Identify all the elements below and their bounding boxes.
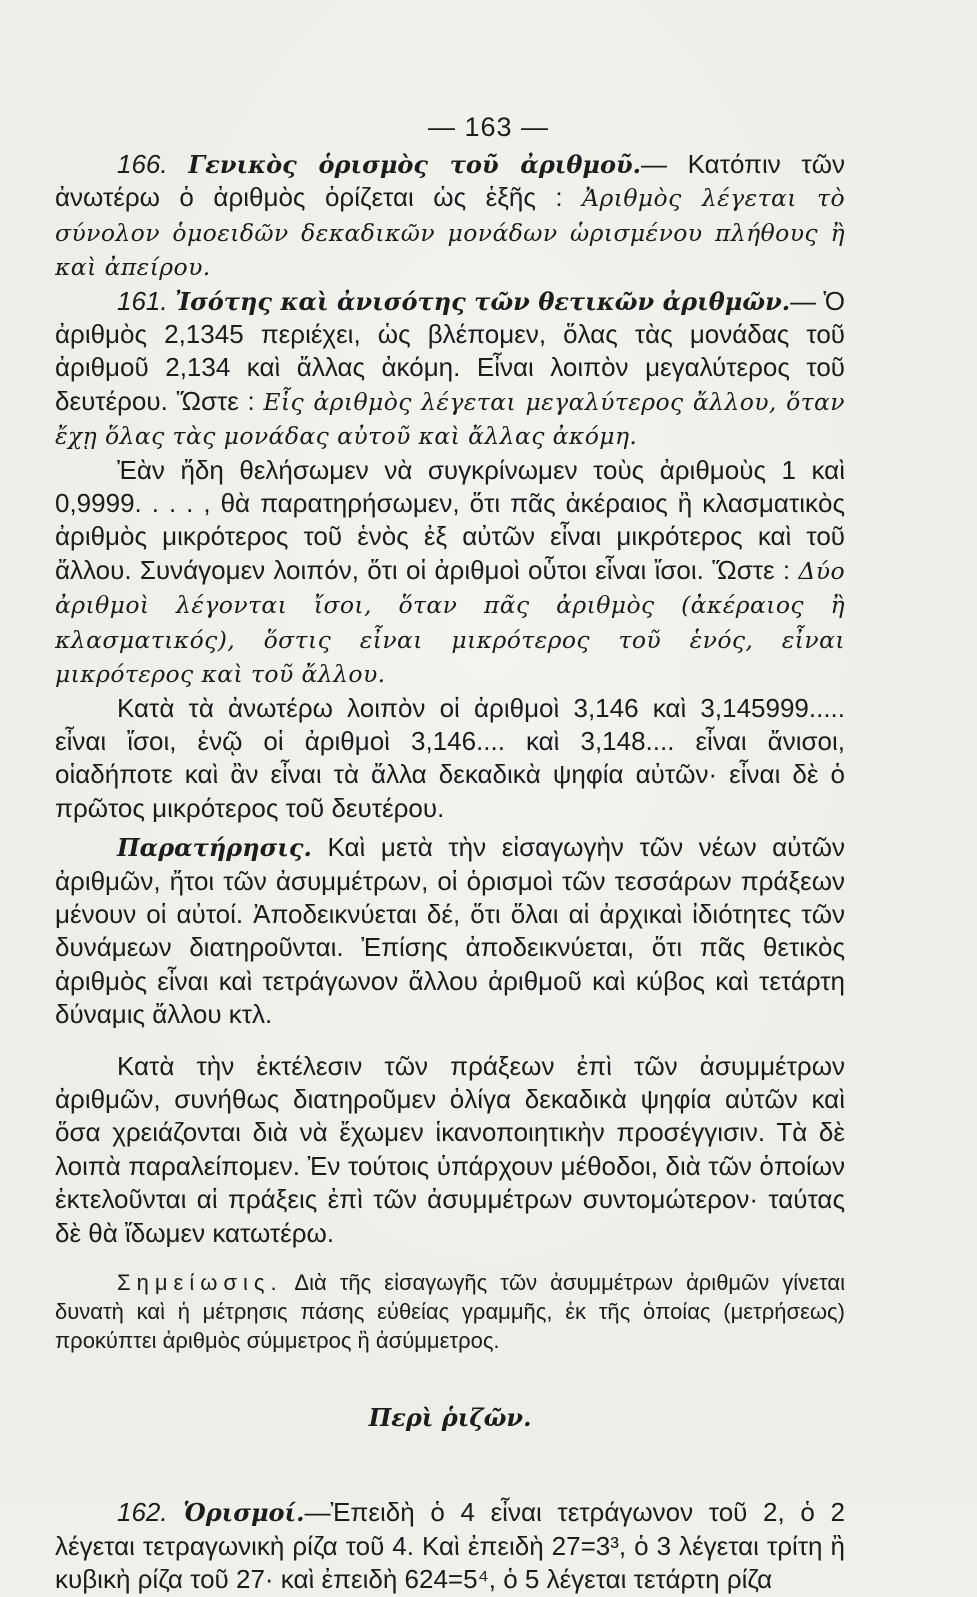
section-title: Ὁρισμοί. [183,1498,305,1528]
paragraph-162 [55,1496,845,1596]
paragraph-example: Κατὰ τὰ ἀνωτέρω λοιπὸν οἱ ἀριθμοὶ 3,146 καὶ 3,145999..... εἶναι ἴσοι, ἐνῷ οἱ ἀριθμοὶ 3,146.... καὶ 3,148.... εἶναι ἄνισοι, οἱαδήποτε καὶ ἂν εἶναι τὰ ἄλλα δεκαδικὰ ψηφία αὐτῶν· εἶναι δὲ ὁ πρῶτος μικρότερος τοῦ δευτέρου. [55,692,845,823]
paragraph-note [55,1268,845,1355]
paragraph-text: — Ὁ ἀριθμὸς 2,1345 περιέχει, ὡς βλέπομεν, ὅλας τὰς μονάδας τοῦ ἀριθμοῦ 2,134 καὶ ἄλλας ἀκόμη. Εἶναι λοιπὸν μεγαλύτερος τοῦ δευτέρου. Ὥστε : [55,285,846,416]
section-title: Γενικὸς ὁρισμὸς τοῦ ἀριθμοῦ. [188,150,641,179]
paragraph-compare [55,454,845,692]
section-number: 161. [117,285,168,316]
page-body [55,148,845,1597]
definition-text: Ἀριθμὸς λέγεται τὸ σύνολον ὁμοειδῶν δεκαδικῶν μονάδων ὡρισμένου πλήθους ἢ καὶ ἀπείρου. [55,184,846,282]
paragraph-text: Ἐὰν ἤδη θελήσωμεν νὰ συγκρίνωμεν τοὺς ἀριθμοὺς 1 καὶ 0,9999. . . . , θὰ παρατηρήσωμεν, ὅτι πᾶς ἀκέραιος ἢ κλασματικὸς ἀριθμὸς μικρότερος τοῦ ἑνὸς ἐξ αὐτῶν εἶναι μικρότερος καὶ τοῦ ἄλλου. Συνάγομεν λοιπόν, ὅτι οἱ ἀριθμοὶ οὗτοι εἶναι ἴσοι. Ὥστε : [55,454,845,585]
paragraph-161 [55,285,845,454]
paragraph-text: Διὰ τῆς εἰσαγωγῆς τῶν ἀσυμμέτρων ἀριθμῶν γίνεται δυνατὴ καὶ ἡ μέτρησις πάσης εὐθείας γραμμῆς, ἐκ τῆς ὁποίας (μετρήσεως) προκύπτει ἀριθμὸς σύμμετρος ἢ ἀσύμμετρος. [55,1270,845,1353]
paragraph-execution: Κατὰ τὴν ἐκτέλεσιν τῶν πράξεων ἐπὶ τῶν ἀσυμμέτρων ἀριθμῶν, συνήθως διατηροῦμεν ὀλίγα δεκαδικὰ ψηφία αὐτῶν καὶ ὅσα χρειάζονται διὰ νὰ ἔχωμεν ἱκανοποιητικὴν προσέγγισιν. Τὰ δὲ λοιπὰ παραλείπομεν. Ἐν τούτοις ὑπάρχουν μέθοδοι, διὰ τῶν ὁποίων ἐκτελοῦνται αἱ πράξεις ἐπὶ τῶν ἀσυμμέτρων συντομώτερον· ταύτας δὲ θὰ ἴδωμεν κατωτέρω. [55,1050,845,1248]
definition-text: Δύο ἀριθμοὶ λέγονται ἴσοι, ὅταν πᾶς ἀριθμὸς (ἀκέραιος ἢ κλασματικός), ὅστις εἶναι μικρότερος τοῦ ἑνός, εἶναι μικρότερος καὶ τοῦ ἄλλου. [55,556,845,689]
page-number: — 163 — [427,112,550,142]
remark-label: Παρατήρησις. [117,833,312,863]
section-number: 162. [117,1497,168,1528]
paragraph-166 [55,148,845,285]
definition-text: Εἷς ἀριθμὸς λέγεται μεγαλύτερος ἄλλου, ὅταν ἔχῃ ὅλας τὰς μονάδας αὐτοῦ καὶ ἄλλας ἀκόμη. [55,387,845,451]
paragraph-text: Καὶ μετὰ τὴν εἰσαγωγὴν τῶν νέων αὐτῶν ἀριθμῶν, ἤτοι τῶν ἀσυμμέτρων, οἱ ὁρισμοὶ τῶν τεσσάρων πράξεων μένουν οἱ αὐτοί. Ἀποδεικνύεται δέ, ὅτι ὅλαι αἱ ἀρχικαὶ ἰδιότητες τῶν δυνάμεων διατηροῦνται. Ἐπίσης ἀποδεικνύεται, ὅτι πᾶς θετικὸς ἀριθμὸς εἶναι καὶ τετράγωνον ἄλλου ἀριθμοῦ καὶ κύβος καὶ τετάρτη δύναμις ἄλλου κτλ. [55,832,845,1030]
paragraph-text: — Κατόπιν τῶν ἀνωτέρω ὁ ἀριθμὸς ὁρίζεται ὡς ἑξῆς : [55,149,845,213]
section-heading: Περὶ ῥιζῶν. [368,1403,532,1432]
section-number: 166. [117,149,168,179]
note-label: Σημείωσις. [117,1270,283,1295]
paragraph-remark [55,831,845,1031]
section-title: Ἰσότης καὶ ἀνισότης τῶν θετικῶν ἀριθμῶν. [174,286,791,316]
paragraph-text: —Ἐπειδὴ ὁ 4 εἶναι τετράγωνον τοῦ 2, ὁ 2 λέγεται τετραγωνικὴ ρίζα τοῦ 4. Καὶ ἐπειδὴ 27=3³, ὁ 3 λέγεται τρίτη ἢ κυβικὴ ρίζα τοῦ 27· καὶ ἐπειδὴ 624=5⁴, ὁ 5 λέγεται τετάρτη ρίζα [55,1497,845,1595]
